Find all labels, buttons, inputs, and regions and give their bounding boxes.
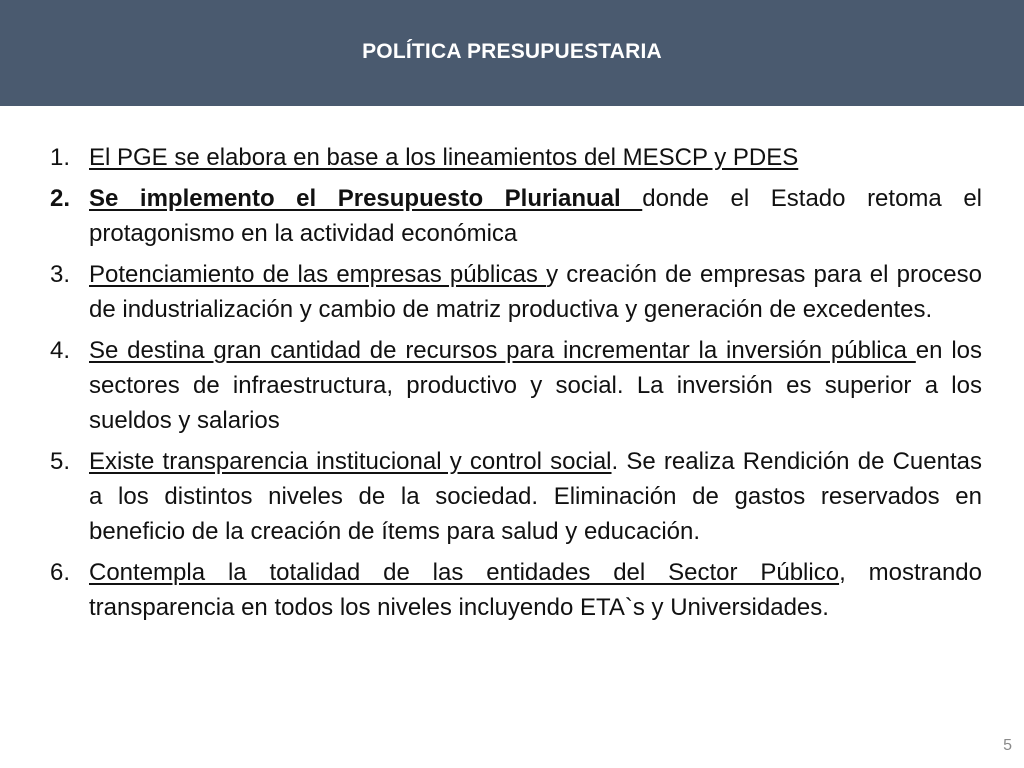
- item-number: 2.: [50, 185, 71, 212]
- item-underlined-text: Se implemento el Presupuesto Plurianual: [89, 185, 643, 212]
- item-text: en los sectores de infraestructura, productivo y social. La inversión es superior a los sueldos y salarios: [89, 337, 982, 434]
- item-underlined-text: Se destina gran cantidad de recursos para incrementar la inversión pública: [89, 337, 916, 364]
- numbered-list: [50, 140, 982, 631]
- item-number: 6.: [50, 559, 71, 586]
- title-bar: [0, 0, 1024, 106]
- page-number: 5: [1003, 737, 1012, 754]
- item-text: y creación de empresas para el proceso de industrialización y cambio de matriz productiva y generación de excedentes.: [89, 261, 983, 323]
- list-item-3: [50, 257, 982, 327]
- list-item-5: [50, 444, 982, 549]
- item-number: 1.: [50, 144, 71, 171]
- item-text: donde el Estado retoma el protagonismo en la actividad económica: [89, 185, 982, 247]
- item-underlined-text: Existe transparencia institucional y control social: [89, 448, 612, 475]
- slide-title: POLÍTICA PRESUPUESTARIA: [362, 40, 662, 63]
- item-text: . Se realiza Rendición de Cuentas a los distintos niveles de la sociedad. Eliminación de gastos reservados en beneficio de la creación de ítems para salud y educación.: [89, 448, 982, 545]
- item-number: 5.: [50, 448, 71, 475]
- item-underlined-text: Potenciamiento de las empresas públicas: [89, 261, 547, 288]
- item-number: 3.: [50, 261, 71, 288]
- list-item-4: [50, 333, 982, 438]
- item-underlined-text: Contempla la totalidad de las entidades del Sector Público: [89, 559, 840, 586]
- item-underlined-text: El PGE se elabora en base a los lineamientos del MESCP y PDES: [89, 144, 799, 171]
- item-text: , mostrando transparencia en todos los niveles incluyendo ETA`s y Universidades.: [89, 559, 982, 621]
- item-number: 4.: [50, 337, 71, 364]
- list-item-2: [50, 181, 982, 251]
- list-item-1: [50, 140, 982, 175]
- list-item-6: [50, 555, 982, 625]
